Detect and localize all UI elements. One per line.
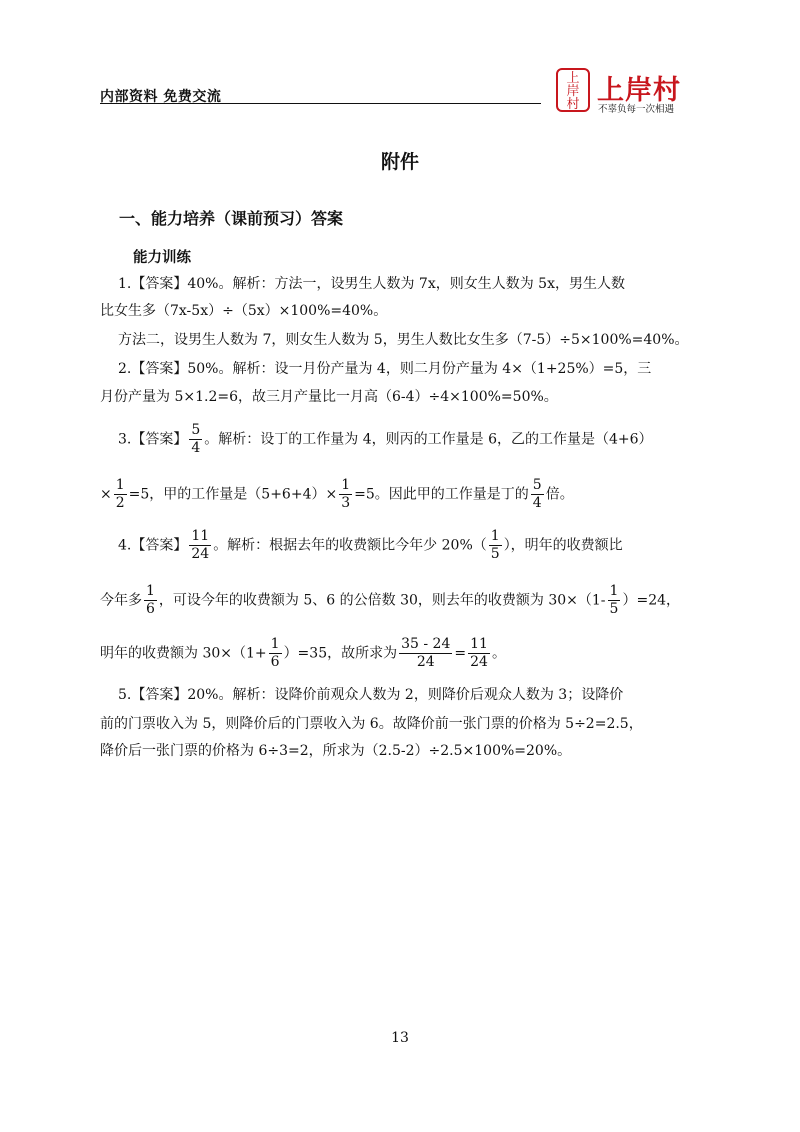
q1-line3: 方法二，设男生人数为 7，则女生人数为 5，男生人数比女生多（7-5）÷5×100%=40%。 bbox=[118, 332, 689, 348]
fraction: $\frac{35 - 24}{24}$ bbox=[401, 636, 451, 670]
q4-line2: 今年多 $\frac{1}{6}$ ，可设今年的收费额为 5、6 的公倍数 30，则去年的收费额为 30×（1- $\frac{1}{5}$ ）=24， bbox=[100, 583, 681, 617]
brand-seal-logo: 上 岸 村 bbox=[556, 68, 590, 112]
q2-line2: 月份产量为 5×1.2=6，故三月产量比一月高（6-4）÷4×100%=50%。 bbox=[100, 389, 558, 405]
fraction: $\frac{1}{5}$ bbox=[609, 583, 619, 617]
q5-line2: 前的门票收入为 5，则降价后的门票收入为 6。故降价前一张门票的价格为 5÷2=2.5， bbox=[100, 716, 643, 732]
fraction: $\frac{5}{4}$ bbox=[532, 477, 542, 511]
q4-line1: 4.【答案】 $\frac{11}{24}$ 。解析：根据去年的收费额比今年少 20%（ $\frac{1}{5}$ ），明年的收费额比 bbox=[118, 528, 623, 562]
q2-line1: 2.【答案】50%。解析：设一月份产量为 4，则二月份产量为 4×（1+25%）=5，三 bbox=[118, 361, 652, 377]
fraction: $\frac{5}{4}$ bbox=[191, 422, 201, 456]
fraction: $\frac{1}{3}$ bbox=[341, 477, 351, 511]
fraction: $\frac{1}{5}$ bbox=[490, 528, 500, 562]
q3-line1: 3.【答案】 $\frac{5}{4}$ 。解析：设丁的工作量为 4，则丙的工作量是 6，乙的工作量是（4+6） bbox=[118, 422, 653, 456]
q4-line3: 明年的收费额为 30×（1+ $\frac{1}{6}$ ）=35，故所求为 $\frac{35 - 24}{24}$ = $\frac{11}{24}$ 。 bbox=[100, 636, 506, 670]
fraction: $\frac{1}{6}$ bbox=[146, 583, 155, 617]
fraction: $\frac{1}{6}$ bbox=[270, 636, 280, 670]
brand-name: 上岸村 bbox=[597, 75, 681, 106]
header-text: 内部资料 免费交流 bbox=[100, 89, 222, 105]
brand-slogan: 不辜负每一次相遇 bbox=[598, 104, 675, 115]
section-title: 一、能力培养（课前预习）答案 bbox=[119, 209, 344, 228]
fraction: $\frac{11}{24}$ bbox=[191, 528, 210, 562]
subsection-title: 能力训练 bbox=[133, 250, 191, 266]
q3-line2: × $\frac{1}{2}$ =5，甲的工作量是（5+6+4）× $\frac{1}{3}$ =5。因此甲的工作量是丁的 $\frac{5}{4}$ 倍。 bbox=[100, 477, 574, 511]
q5-line3: 降价后一张门票的价格为 6÷3=2，所求为（2.5-2）÷2.5×100%=20%。 bbox=[100, 743, 572, 759]
q1-line2: 比女生多（7x-5x）÷（5x）×100%=40%。 bbox=[100, 303, 388, 319]
fraction: $\frac{1}{2}$ bbox=[115, 477, 125, 511]
q5-line1: 5.【答案】20%。解析：设降价前观众人数为 2，则降价后观众人数为 3；设降价 bbox=[118, 687, 624, 703]
q1-line1: 1.【答案】40%。解析：方法一，设男生人数为 7x，则女生人数为 5x，男生人数 bbox=[118, 276, 625, 292]
page-title: 附件 bbox=[380, 151, 419, 173]
page-number: 13 bbox=[391, 1030, 409, 1046]
fraction: $\frac{11}{24}$ bbox=[470, 636, 488, 670]
header-divider bbox=[100, 103, 541, 104]
